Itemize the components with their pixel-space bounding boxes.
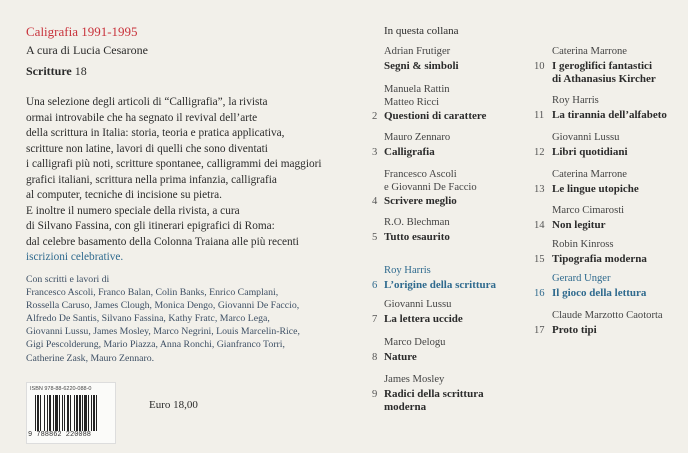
entry-title: I geroglifici fantastici di Athanasius Kircher xyxy=(552,59,656,85)
contributors-line: Gigi Pescolderung, Mario Piazza, Anna Ronchi, Gianfranco Torri, xyxy=(26,339,285,351)
entry-author: Marco Cimarosti xyxy=(552,205,625,216)
series-number: 18 xyxy=(74,64,87,78)
description-line: ormai introvabile che ha segnato il revival dell’arte xyxy=(26,111,258,124)
entry-author: Manuela Rattin Matteo Ricci xyxy=(384,84,450,108)
entry-number: 16 xyxy=(534,287,545,299)
contributors-line: Rossella Caruso, James Clough, Monica Dengo, Giovanni De Faccio, xyxy=(26,300,300,312)
entry-author: Robin Kinross xyxy=(552,239,614,250)
description-line: grafici italiani, scrittura nella prima infanzia, calligrafia xyxy=(26,173,277,186)
contributors-line: Con scritti e lavori di xyxy=(26,274,110,285)
entry-author: Giovanni Lussu xyxy=(384,299,452,310)
entry-author: Caterina Marrone xyxy=(552,169,628,180)
entry-title: Non legitur xyxy=(552,218,606,231)
entry-number: 13 xyxy=(534,183,545,195)
entry-author: Roy Harris xyxy=(384,265,431,276)
entry-author: Mauro Zennaro xyxy=(384,132,451,143)
entry-number: 17 xyxy=(534,324,545,336)
contributors-list xyxy=(26,273,356,365)
barcode xyxy=(26,382,116,444)
entry-number: 2 xyxy=(372,111,378,122)
entry-author: Caterina Marrone xyxy=(552,46,628,57)
entry-title: Scrivere meglio xyxy=(384,195,457,207)
entry-title: L’origine della scrittura xyxy=(384,278,497,291)
description-line: di Silvano Fassina, con gli itinerari epigrafici di Roma: xyxy=(26,220,275,232)
contributors-line: Giovanni Lussu, James Mosley, Marco Negrini, Louis Marcelin-Rice, xyxy=(26,326,300,338)
barcode-bars xyxy=(35,395,109,431)
contributors-line: Catherine Zask, Mauro Zennaro. xyxy=(26,352,155,364)
entry-number: 15 xyxy=(534,253,545,265)
description-line: E inoltre il numero speciale della rivista, a cura xyxy=(26,204,240,217)
entry-number: 10 xyxy=(534,60,545,72)
entry-number: 5 xyxy=(372,231,378,243)
series-name: Scritture xyxy=(26,64,72,78)
entry-title: Tipografia moderna xyxy=(552,252,647,265)
book-title: Caligrafia 1991-1995 xyxy=(26,24,138,39)
entry-author: Gerard Unger xyxy=(552,273,611,284)
entry-number: 3 xyxy=(372,146,378,158)
book-description xyxy=(26,95,356,266)
entry-author: Francesco Ascoli e Giovanni De Faccio xyxy=(384,169,477,193)
description-line: scritture non latine, lavori di quelli che sono diventati xyxy=(26,142,268,155)
entry-number: 7 xyxy=(372,313,378,325)
entry-title: Le lingue utopiche xyxy=(552,182,639,195)
entry-title: Libri quotidiani xyxy=(552,145,628,158)
description-line: Una selezione degli articoli di “Calligrafia”, la rivista xyxy=(26,96,268,108)
contributors-line: Francesco Ascoli, Franco Balan, Colin Banks, Enrico Camplani, xyxy=(26,287,279,299)
contributors-line: Alfredo De Santis, Silvano Fassina, Kathy Fratc, Marco Lega, xyxy=(26,313,270,325)
entry-title: La tirannia dell’alfabeto xyxy=(552,108,667,121)
entry-author: R.O. Blechman xyxy=(384,217,450,228)
entry-author: Giovanni Lussu xyxy=(552,132,620,143)
entry-title: Tutto esaurito xyxy=(384,230,450,243)
entry-title: La lettera uccide xyxy=(384,312,463,325)
entry-number: 11 xyxy=(534,109,545,121)
entry-author: Adrian Frutiger xyxy=(384,46,451,57)
series-label xyxy=(26,64,87,79)
entry-title: Radici della scrittura moderna xyxy=(384,387,484,413)
entry-number: 6 xyxy=(372,279,378,291)
entry-number: 12 xyxy=(534,146,545,158)
description-line: i calligrafi più noti, scritture spontanee, calligrammi dei maggiori xyxy=(26,158,322,170)
price: Euro 18,00 xyxy=(149,399,198,411)
description-line: dal celebre basamento della Colonna Traiana alle più recenti xyxy=(26,235,299,248)
entry-title: Nature xyxy=(384,350,417,363)
entry-author: Claude Marzotto Caotorta xyxy=(552,310,663,321)
entry-number: 9 xyxy=(372,388,378,400)
entry-author: Roy Harris xyxy=(552,95,599,106)
entry-number: 14 xyxy=(534,219,545,231)
entry-title: Questioni di carattere xyxy=(384,110,487,122)
description-line: al computer, tecniche di incisione su pietra. xyxy=(26,189,222,201)
entry-title: Il gioco della lettura xyxy=(552,286,647,299)
isbn-text: ISBN 978-88-6220-088-0 xyxy=(30,386,92,392)
entry-author: Marco Delogu xyxy=(384,337,446,348)
series-list-heading: In questa collana xyxy=(384,25,459,37)
barcode-number: 9 788862 220088 xyxy=(28,431,92,439)
description-line: della scrittura in Italia: storia, teoria e pratica applicativa, xyxy=(26,127,285,139)
entry-number: 4 xyxy=(372,196,378,207)
entry-number: 8 xyxy=(372,351,378,363)
entry-title: Calligrafia xyxy=(384,145,435,158)
entry-author: James Mosley xyxy=(384,374,445,385)
entry-title: Proto tipi xyxy=(552,323,597,336)
book-editor: A cura di Lucia Cesarone xyxy=(26,43,148,57)
description-line: iscrizioni celebrative. xyxy=(26,251,124,263)
entry-title: Segni & simboli xyxy=(384,59,459,72)
